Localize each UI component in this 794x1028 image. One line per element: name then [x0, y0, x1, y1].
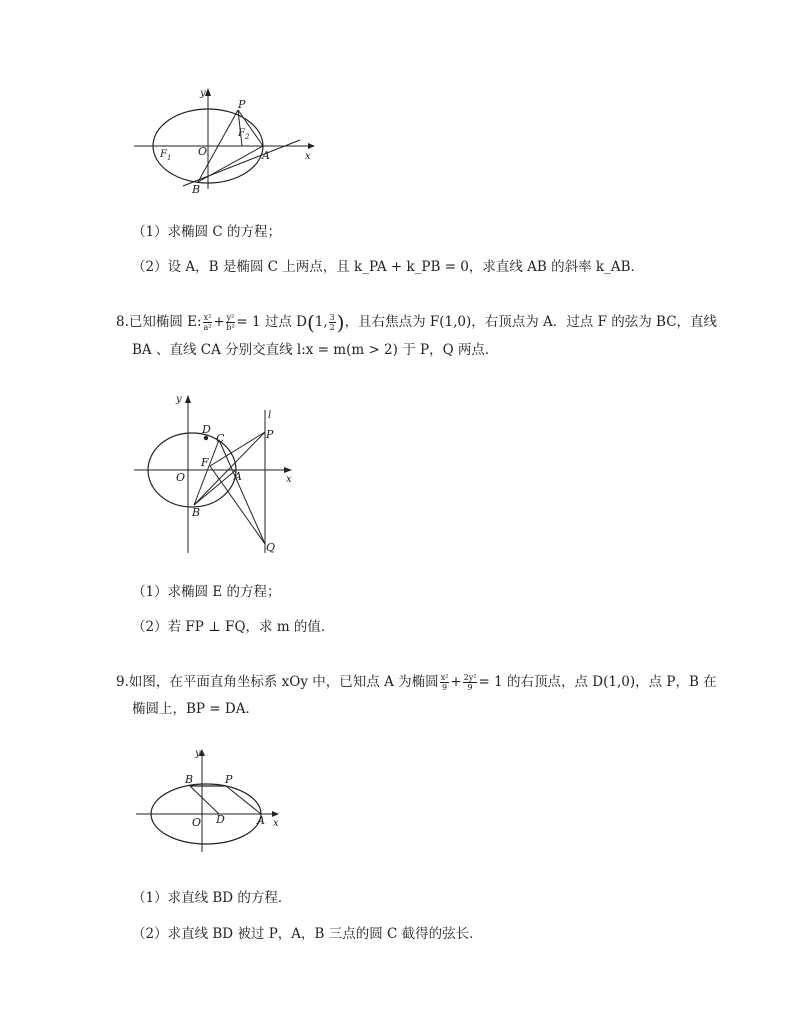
q8-frac1 [203, 313, 213, 332]
q7-label-F1: F [160, 149, 167, 160]
q8-label-x: x [286, 474, 292, 485]
q9-label-A: A [257, 814, 265, 827]
q8-label-P: P [266, 428, 274, 441]
q8-frac2-num: y² [226, 313, 235, 322]
q8-label-Q: Q [266, 541, 276, 554]
q8-figure [132, 388, 302, 558]
q9-number: 9. [116, 674, 129, 690]
q9-label-x: x [273, 818, 279, 829]
q8-label-O: O [176, 471, 186, 484]
q7-label-F2-sub: 2 [245, 133, 250, 141]
q8-y-arrow [185, 395, 191, 403]
q9-frac2 [463, 673, 478, 692]
q8-text-a: 已知椭圆 E: [128, 314, 202, 330]
q7-label-F1-sub: 1 [167, 154, 172, 162]
q7-label-B: B [192, 183, 201, 196]
q8-text-b: = 1 过点 D [236, 314, 307, 330]
q8-point-num: 3 [329, 313, 335, 322]
q8-part2: （2）若 FP ⊥ FQ，求 m 的值． [132, 619, 335, 635]
q8-line-BC [194, 440, 219, 505]
q7-part1: （1）求椭圆 C 的方程； [132, 224, 282, 240]
q7-label-O: O [198, 145, 208, 158]
q8-label-C: C [216, 432, 225, 445]
q8-label-D: D [202, 423, 211, 436]
q9-text-a: 如图，在平面直角坐标系 xOy 中，已知点 A 为椭圆 [128, 674, 439, 690]
q8-frac2-den: b² [226, 323, 235, 332]
q9-line-BD [190, 786, 219, 814]
q8-label-l: l [268, 410, 272, 421]
q9-frac1-num: x² [440, 673, 449, 682]
q8-frac1-den: a² [203, 323, 212, 332]
q8-stem-line1: 8.已知椭圆 E: $\frac{\text{x²}}{\text{a²}}$ + $\frac{\text{y²}}{\text{b²}}$ = 1 过点 D(1, $\frac{3}{2}$ )，且右焦点为 F(1,0)，右顶点为 A．过点 F 的弦为 BC，直线 [116, 310, 718, 335]
q9-stem-line2: 椭圆上，BP = DA． [132, 701, 259, 717]
q8-point-frac [329, 313, 336, 332]
q9-plus: + [450, 674, 462, 690]
q7-figure [128, 84, 328, 199]
q9-label-y: y [195, 748, 201, 759]
q8-frac1-num: x² [203, 313, 212, 322]
q9-frac1-den: 9 [441, 683, 448, 692]
q9-line-PA [226, 786, 261, 814]
q9-frac1 [440, 673, 450, 692]
q8-part1: （1）求椭圆 E 的方程； [132, 584, 281, 600]
q8-point-D [204, 436, 208, 440]
q8-frac2 [226, 313, 236, 332]
q9-frac2-den: 9 [467, 683, 473, 692]
q9-part2: （2）求直线 BD 被过 P，A，B 三点的圆 C 截得的弦长． [132, 926, 483, 942]
q9-label-B: B [185, 773, 194, 786]
q9-stem-line1 [116, 672, 717, 696]
q8-label-y: y [176, 394, 182, 405]
q9-label-D: D [216, 813, 225, 826]
q9-label-P: P [225, 773, 233, 786]
q8-x-arrow [284, 467, 292, 473]
q7-label-F2: F [238, 128, 245, 139]
q8-number: 8. [116, 314, 129, 330]
q7-label-y: y [200, 88, 206, 99]
q9-label-O: O [192, 816, 202, 829]
q8-label-F: F [201, 456, 209, 469]
q9-text-b: = 1 的右顶点，点 D(1,0)，点 P，B 在 [478, 674, 717, 690]
q7-x-arrow [308, 143, 315, 149]
q8-point-x: 1, [314, 314, 328, 330]
q8-label-B: B [192, 506, 201, 519]
q8-plus: + [213, 314, 225, 330]
q7-label-x: x [305, 151, 311, 162]
q7-label-A: A [262, 149, 270, 162]
q9-part1: （1）求直线 BD 的方程． [132, 890, 292, 906]
q7-label-P: P [238, 98, 246, 111]
q7-y-arrow [205, 88, 211, 96]
q9-x-arrow [272, 811, 279, 817]
q9-frac2-num: 2y² [463, 673, 477, 682]
q8-text-c: ，且右焦点为 F(1,0)，右顶点为 A．过点 F 的弦为 BC，直线 [344, 314, 718, 330]
q9-figure [132, 744, 292, 854]
q8-stem-line2: BA 、直线 CA 分别交直线 l:x = m(m > 2) 于 P，Q 两点． [132, 342, 499, 358]
q7-part2: （2）设 A，B 是椭圆 C 上两点，且 k_PA + k_PB = 0，求直线 AB 的斜率 k_AB． [132, 259, 645, 275]
q8-label-A: A [234, 470, 242, 483]
q8-point-den: 2 [329, 323, 335, 332]
